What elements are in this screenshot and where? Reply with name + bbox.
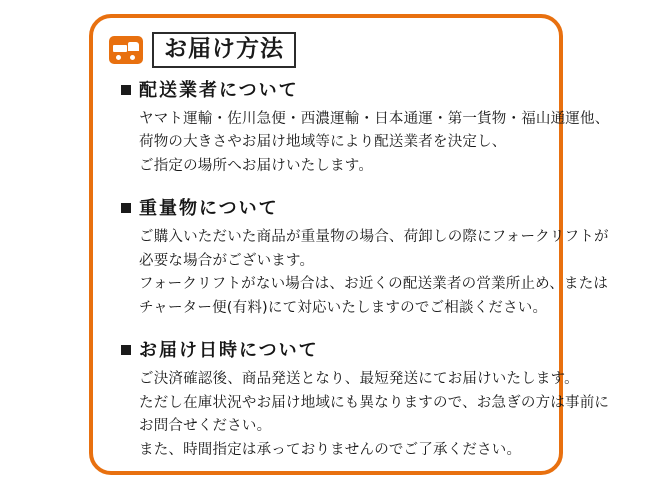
section-heading — [121, 194, 545, 220]
truck-wheel-rear-shape — [129, 54, 136, 61]
section-heavy-items — [121, 194, 609, 320]
panel-content — [121, 76, 610, 462]
square-bullet-icon — [121, 85, 131, 95]
panel-title: お届け方法 — [164, 36, 284, 62]
section-heading — [121, 76, 545, 102]
section-heading — [121, 336, 545, 362]
truck-body-shape — [113, 45, 127, 52]
section-body — [121, 368, 610, 462]
body-line: ただし在庫状況やお届け地域にも異なりますので、お急ぎの方は事前に — [139, 394, 610, 411]
section-title: 配送業者について — [139, 80, 299, 101]
truck-wheel-front-shape — [115, 54, 122, 61]
body-line: ご指定の場所へお届けいたします。 — [139, 157, 374, 174]
delivery-truck-icon — [109, 36, 143, 64]
body-line: また、時間指定は承っておりませんのでご了承ください。 — [139, 441, 522, 458]
body-line: お問合せください。 — [139, 418, 272, 435]
section-title: 重量物について — [139, 198, 279, 220]
body-line: 必要な場合がございます。 — [139, 252, 315, 269]
square-bullet-icon — [121, 203, 131, 213]
body-line: チャーター便(有料)にて対応いたしますのでご相談ください。 — [139, 299, 548, 316]
delivery-info-panel — [89, 14, 610, 475]
truck-cab-shape — [128, 42, 139, 51]
section-delivery-datetime — [121, 336, 610, 462]
section-shipping-carriers — [121, 76, 610, 178]
body-line: 荷物の大きさやお届け地域等により配送業者を決定し、 — [139, 134, 507, 151]
body-line: ヤマト運輸・佐川急便・西濃運輸・日本通運・第一貨物・福山通運他、 — [139, 111, 610, 127]
body-line: ご決済確認後、商品発送となり、最短発送にてお届けいたします。 — [139, 371, 579, 388]
section-body — [121, 226, 609, 320]
section-title: お届け日時について — [139, 340, 319, 362]
panel-title-box — [152, 32, 296, 68]
body-line: フォークリフトがない場合は、お近くの配送業者の営業所止め、または — [139, 276, 609, 293]
body-line: ご購入いただいた商品が重量物の場合、荷卸しの際にフォークリフトが — [139, 229, 609, 246]
section-body — [121, 108, 610, 178]
square-bullet-icon — [121, 345, 131, 355]
panel-header — [109, 32, 296, 68]
